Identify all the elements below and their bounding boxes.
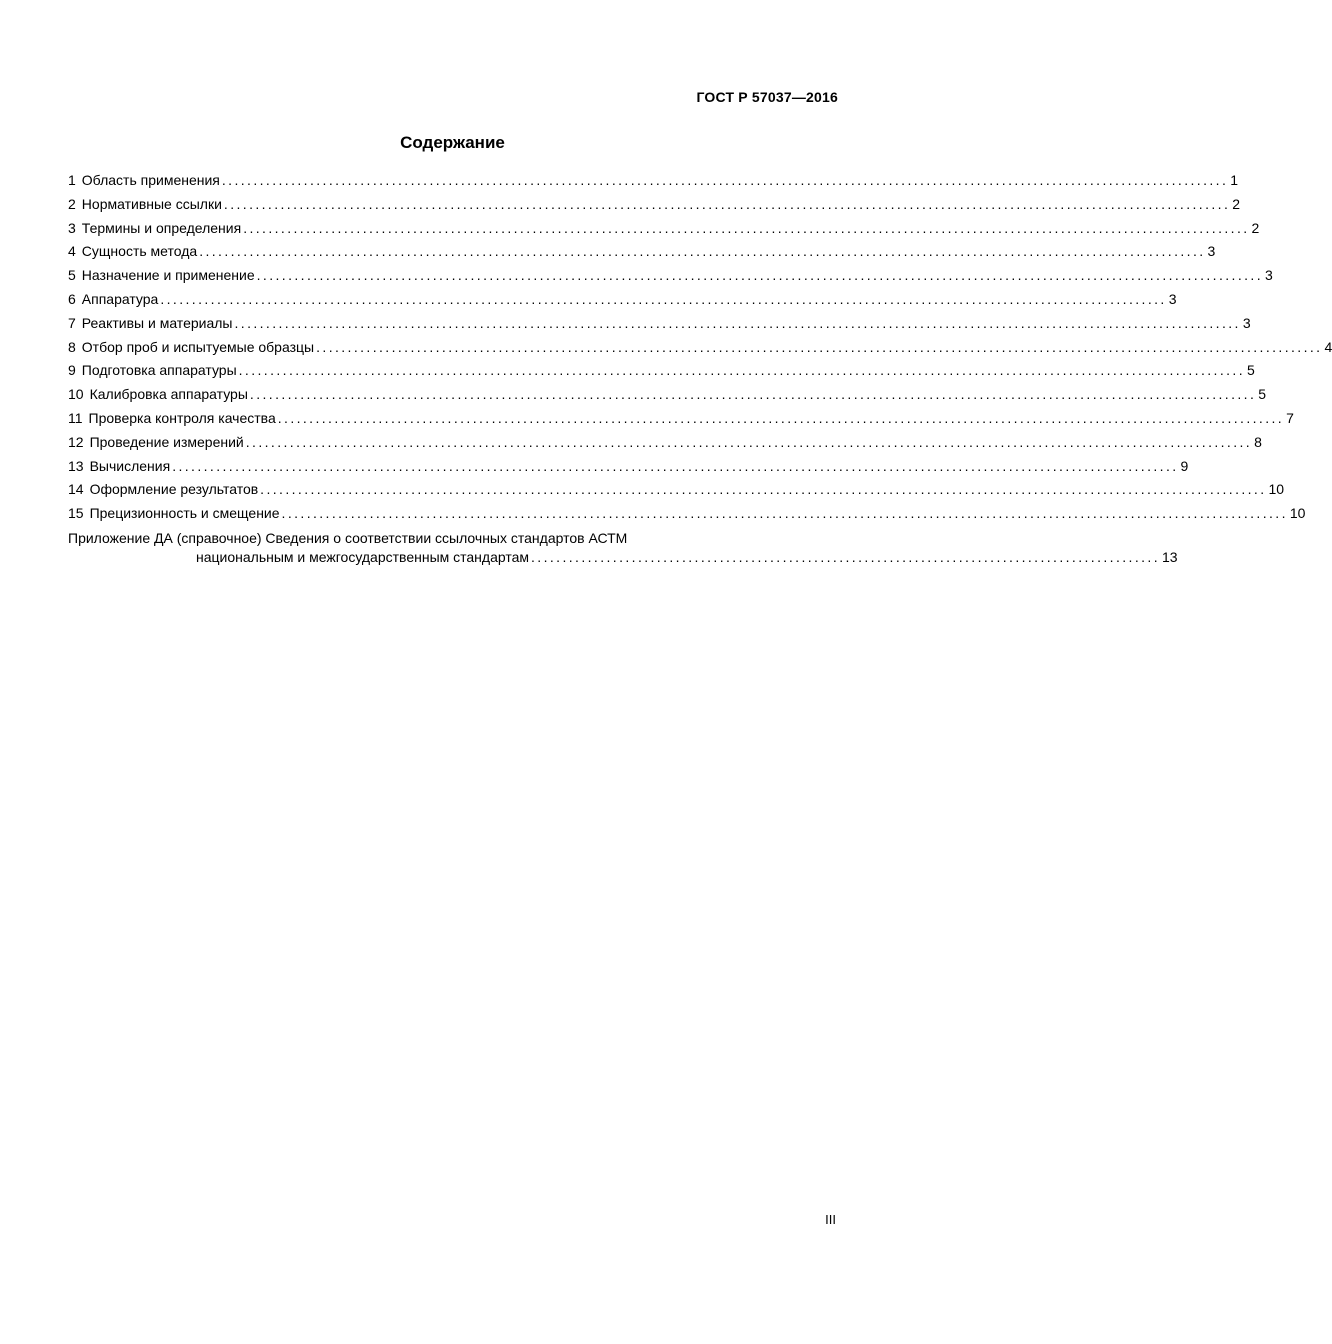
toc-entry-label: Подготовка аппаратуры xyxy=(81,362,237,379)
toc-entry-page: 8 xyxy=(1254,433,1262,450)
toc-entry-page: 1 xyxy=(1230,172,1239,188)
toc-leader-dots: ................................................................................................................................................................ xyxy=(221,172,1229,188)
toc-entry-page: 10 xyxy=(1268,481,1285,498)
toc-entry-page: 5 xyxy=(1246,362,1255,379)
toc-entry-label: Калибровка аппаратуры xyxy=(89,386,248,403)
toc-entry[interactable] xyxy=(68,219,1260,244)
toc-entry-page: 3 xyxy=(1207,243,1216,260)
toc-entry-number: 9 xyxy=(68,362,76,379)
toc-entry-number: 5 xyxy=(68,267,76,284)
page-number: III xyxy=(825,1212,836,1227)
toc-entry[interactable] xyxy=(68,457,1189,482)
toc-entry-number: 10 xyxy=(68,386,84,403)
toc-leader-dots: ................................................................................................................................................................ xyxy=(256,267,1263,284)
toc-leader-dots: ................................................................................................................................................................ xyxy=(199,243,1206,260)
toc-entry-label: Аппаратура xyxy=(81,290,159,307)
toc-entry-number: 3 xyxy=(68,219,76,236)
toc-leader-dots: ................................................................................................................................................................ xyxy=(260,481,1267,498)
toc-entry-label: Область применения xyxy=(81,172,220,188)
table-of-contents xyxy=(68,172,1332,569)
toc-entry-number: 2 xyxy=(68,195,76,212)
toc-entry[interactable] xyxy=(68,505,1306,529)
toc-entry[interactable] xyxy=(68,386,1267,410)
toc-entry-number: 11 xyxy=(68,409,83,426)
toc-leader-dots: ................................................................................................................................................................ xyxy=(316,338,1323,355)
toc-entry[interactable] xyxy=(68,243,1216,267)
toc-entry-page: 5 xyxy=(1258,386,1267,403)
annex-title-line2: национальным и межгосударственным стандартам xyxy=(196,548,530,565)
toc-entry-label: Прецизионность и смещение xyxy=(89,505,280,522)
toc-leader-dots: ................................................................................................................................................................ xyxy=(234,314,1241,331)
toc-entry-number: 15 xyxy=(68,505,84,522)
toc-entry[interactable] xyxy=(68,481,1285,505)
toc-entry-page: 9 xyxy=(1180,457,1189,474)
toc-annex-entry[interactable] xyxy=(68,529,1178,569)
toc-leader-dots: ................................................................................................................................................................ xyxy=(172,457,1179,474)
toc-entry-page: 2 xyxy=(1232,195,1241,212)
toc-entry-number: 4 xyxy=(68,243,76,260)
toc-entry[interactable] xyxy=(68,433,1262,458)
toc-leader-dots: ................................................................................................................................................................ xyxy=(245,433,1253,450)
toc-leader-dots: ................................................................................................................................................................ xyxy=(277,409,1285,426)
toc-entry-number: 12 xyxy=(68,433,84,450)
toc-entry-label: Отбор проб и испытуемые образцы xyxy=(81,338,315,355)
toc-entry-label: Проведение измерений xyxy=(89,433,244,450)
toc-entry-number: 13 xyxy=(68,457,84,474)
toc-entry-label: Реактивы и материалы xyxy=(81,314,233,331)
toc-entry-label: Сущность метода xyxy=(81,243,198,260)
toc-entry-page: 4 xyxy=(1324,338,1332,355)
toc-entry-page: 7 xyxy=(1286,409,1294,426)
toc-entry-label: Назначение и применение xyxy=(81,267,255,284)
toc-entry-page: 3 xyxy=(1264,267,1273,284)
toc-entry[interactable] xyxy=(68,267,1273,291)
toc-entry-number: 14 xyxy=(68,481,84,498)
toc-entry-page: 3 xyxy=(1168,290,1177,307)
toc-leader-dots: ................................................................................................................................................................ xyxy=(223,195,1231,212)
toc-entry-number: 8 xyxy=(68,338,76,355)
toc-entry-label: Проверка контроля качества xyxy=(88,409,276,426)
toc-leader-dots: ................................................................................................................................................................ xyxy=(281,505,1288,522)
toc-entry[interactable] xyxy=(68,195,1241,220)
annex-page: 13 xyxy=(1161,548,1178,565)
toc-entry[interactable] xyxy=(68,338,1332,363)
page-title: Содержание xyxy=(400,133,505,152)
document-id: ГОСТ Р 57037—2016 xyxy=(696,89,838,105)
toc-leader-dots: ................................................................................................................................................................ xyxy=(243,219,1250,236)
toc-entry-number: 7 xyxy=(68,314,76,331)
toc-entry[interactable] xyxy=(68,409,1294,434)
toc-entry[interactable] xyxy=(68,314,1251,339)
toc-entry-label: Оформление результатов xyxy=(89,481,259,498)
annex-title-line1: Приложение ДА (справочное) Сведения о соответствии ссылочных стандартов АСТМ xyxy=(68,529,628,546)
toc-entry[interactable] xyxy=(68,172,1239,196)
toc-entry[interactable] xyxy=(68,362,1255,386)
toc-leader-dots: ................................................................................................................................................................ xyxy=(160,290,1167,307)
toc-entry[interactable] xyxy=(68,290,1177,315)
toc-entry-label: Вычисления xyxy=(89,457,171,474)
toc-entry-label: Нормативные ссылки xyxy=(81,195,222,212)
toc-entry-page: 10 xyxy=(1289,505,1306,522)
toc-leader-dots: ................................................................................................................................................................ xyxy=(249,386,1257,403)
toc-leader-dots: .................................................................................................... xyxy=(531,548,1160,565)
toc-entry-page: 2 xyxy=(1251,219,1260,236)
toc-entry-page: 3 xyxy=(1242,314,1251,331)
toc-entry-number: 1 xyxy=(68,172,76,188)
toc-entry-label: Термины и определения xyxy=(81,219,242,236)
toc-entry-number: 6 xyxy=(68,290,76,307)
toc-leader-dots: ................................................................................................................................................................ xyxy=(238,362,1245,379)
